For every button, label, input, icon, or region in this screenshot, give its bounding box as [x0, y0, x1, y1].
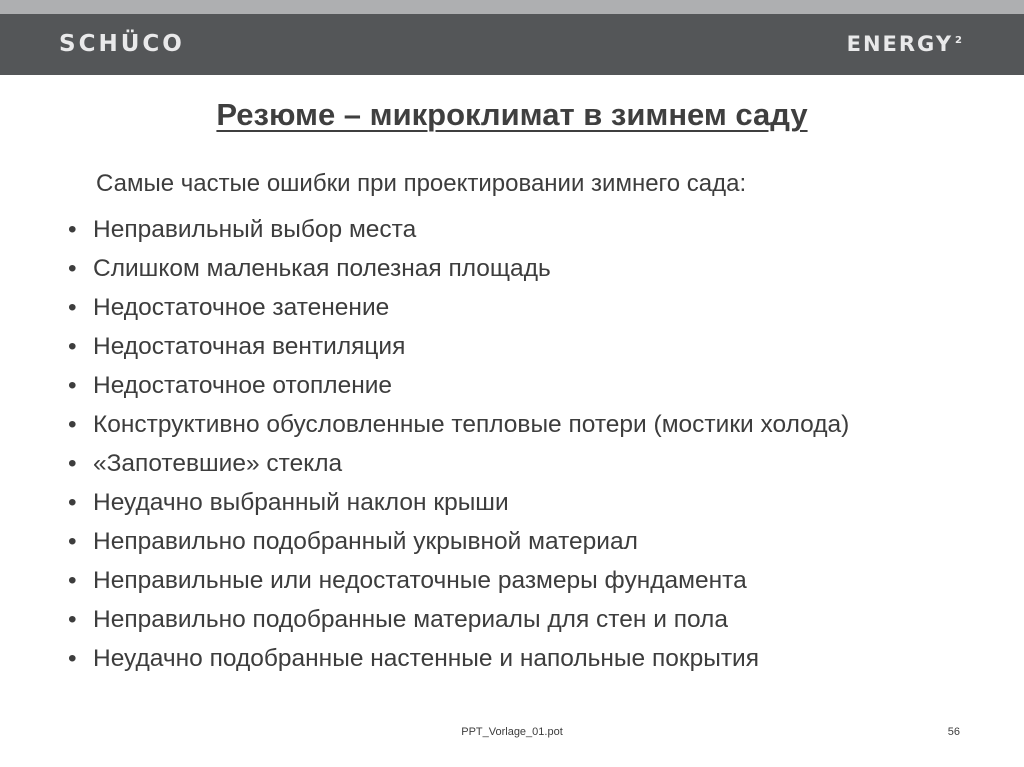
bullet-dot: • [68, 606, 77, 633]
bullet-dot: • [68, 411, 77, 438]
list-item-text: Недостаточное затенение [93, 294, 390, 321]
list-item-text: Неудачно подобранные настенные и напольные покрытия [93, 645, 759, 672]
energy-logo-superscript: 2 [955, 35, 962, 46]
list-item-text: «Запотевшие» стекла [93, 450, 343, 477]
list-item-text: Неправильные или недостаточные размеры фундамента [93, 567, 747, 594]
list-item [68, 405, 908, 444]
bullet-dot: • [68, 489, 77, 516]
list-item-text: Конструктивно обусловленные тепловые потери (мостики холода) [93, 411, 850, 438]
schueco-logo: SCHÜCO [59, 31, 185, 57]
footer-filename: PPT_Vorlage_01.pot [461, 726, 563, 738]
bullet-dot: • [68, 372, 77, 399]
page-number: 56 [947, 726, 960, 738]
list-item [68, 444, 908, 483]
bullet-list [68, 210, 908, 678]
top-strip [0, 0, 1024, 14]
list-item [68, 600, 908, 639]
list-item-text: Неудачно выбранный наклон крыши [93, 489, 509, 516]
list-item-text: Неправильный выбор места [93, 216, 417, 243]
list-item [68, 366, 908, 405]
bullet-dot: • [68, 645, 77, 672]
list-item [68, 210, 908, 249]
list-item-text: Неправильно подобранный укрывной материал [93, 528, 638, 555]
list-item [68, 639, 908, 678]
bullet-dot: • [68, 255, 77, 282]
header-bar [0, 14, 1024, 75]
list-item [68, 327, 908, 366]
slide-title-text: Резюме – микроклимат в зимнем саду [216, 97, 808, 132]
list-item-text: Слишком маленькая полезная площадь [93, 255, 551, 282]
list-item [68, 249, 908, 288]
list-item [68, 483, 908, 522]
bullet-dot: • [68, 450, 77, 477]
intro-text: Самые частые ошибки при проектировании зимнего сада: [96, 170, 747, 197]
bullet-dot: • [68, 216, 77, 243]
slide-title [0, 94, 1024, 136]
bullet-dot: • [68, 567, 77, 594]
bullet-dot: • [68, 528, 77, 555]
list-item [68, 288, 908, 327]
list-item-text: Неправильно подобранные материалы для стен и пола [93, 606, 728, 633]
list-item [68, 522, 908, 561]
bullet-dot: • [68, 294, 77, 321]
list-item-text: Недостаточное отопление [93, 372, 393, 399]
list-item [68, 561, 908, 600]
energy-logo-text: ENERGY [846, 32, 954, 56]
bullet-dot: • [68, 333, 77, 360]
energy2-logo [847, 30, 962, 58]
list-item-text: Недостаточная вентиляция [93, 333, 406, 360]
